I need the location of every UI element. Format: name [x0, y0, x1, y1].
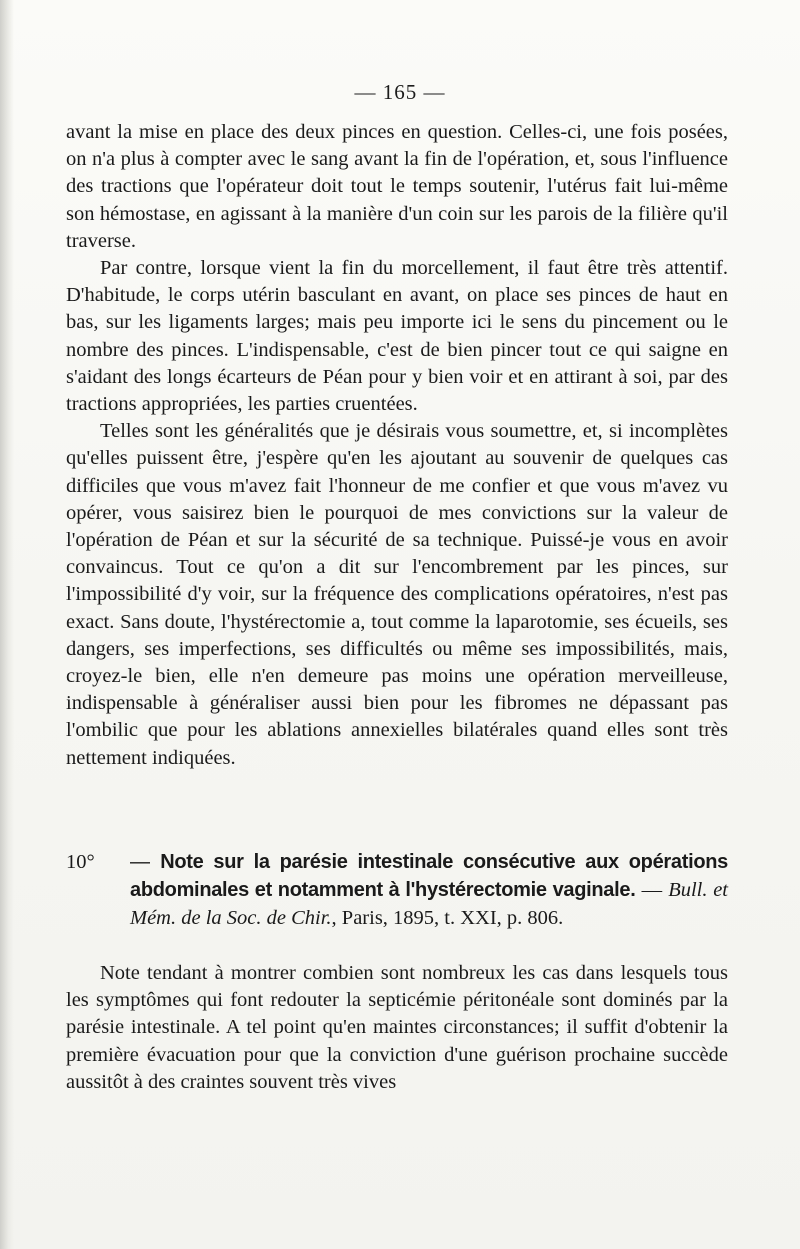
- paragraph-1: avant la mise en place des deux pinces en question. Celles-ci, une fois posées, on n'a plus à compter avec le sang avant la fin de l'opération, et, sous l'influence des tractions que l'opérateur doit tout le temps soutenir, l'utérus fait lui-même son hémostase, en agissant à la manière d'un coin sur les parois de la filière qu'il traverse.: [66, 121, 728, 252]
- body-text: [66, 119, 728, 772]
- page-edge-shadow: [0, 0, 14, 1249]
- entry-number: 10°: [66, 851, 95, 873]
- paragraph-2: Par contre, lorsque vient la fin du morcellement, il faut être très attentif. D'habitude, le corps utérin basculant en avant, on place ses pinces de haut en bas, sur les ligaments larges; mais peu importe ici le sens du pincement ou le nombre des pinces. L'indispensable, c'est de bien pincer tout ce qui saigne en s'aidant des longs écarteurs de Péan pour y bien voir et en attirant à soi, par des tractions appropriées, les parties cruentées.: [66, 257, 728, 416]
- bibliography-entry: [66, 848, 728, 932]
- entry-journal: Bull. et Mém. de la Soc. de Chir.: [130, 879, 728, 929]
- paragraph-3: Telles sont les généralités que je désirais vous soumettre, et, si incomplètes qu'elles puissent être, j'espère qu'en les ajoutant au souvenir de quelques cas difficiles que vous m'avez fait l'honneur de me confier et que vous m'avez vu opérer, vous saisirez bien le pourquoi de mes convictions sur la valeur de l'opération de Péan et sur la sécurité de sa technique. Puissé-je vous en avoir convaincus. Tout ce qu'on a dit sur l'encombrement par les pinces, sur l'impossibilité d'y voir, sur la fréquence des complications opératoires, n'est pas exact. Sans doute, l'hystérectomie a, tout comme la laparotomie, ses écueils, ses dangers, ses imperfections, ses difficultés ou même ses impossibilités, mais, croyez-le bien, elle n'en demeure pas moins une opération merveilleuse, indispensable à généraliser aussi bien pour les fibromes ne dépassant pas l'ombilic que pour les ablations annexielles bilatérales quand elles sont très nettement indiquées.: [66, 420, 728, 769]
- entry-reference-details: , Paris, 1895, t. XXI, p. 806.: [331, 907, 564, 929]
- entry-dash: —: [130, 851, 150, 873]
- closing-paragraph: Note tendant à montrer combien sont nombreux les cas dans lesquels tous les symptômes qui font redouter la septicémie péritonéale sont dominés par la parésie intestinale. A tel point qu'en maintes circonstances; il suffit d'obtenir la première évacuation pour que la conviction d'une guérison prochaine succède aussitôt à des craintes souvent très vives: [66, 962, 728, 1093]
- closing-text: [66, 960, 728, 1096]
- entry-body: [130, 848, 728, 932]
- entry-ref-dash: —: [641, 879, 663, 901]
- page-number: — 165 —: [354, 80, 446, 104]
- entry-title: Note sur la parésie intestinale consécutive aux opérations abdominales et notamment à l'hystérectomie vaginale.: [130, 851, 728, 901]
